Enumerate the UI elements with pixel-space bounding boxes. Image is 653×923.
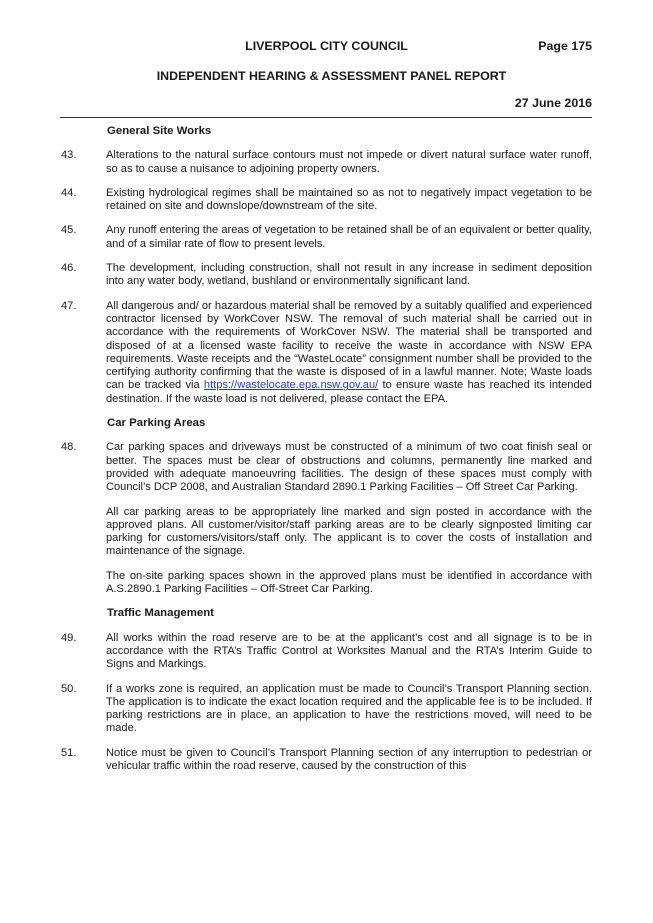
item-number: 43. xyxy=(61,149,77,162)
item-number: 50. xyxy=(61,682,77,695)
item-text: Notice must be given to Council’s Transport Planning section of any interruption to pedestrian or vehicular traffic within the road reserve, caused by the construction of this xyxy=(106,746,592,772)
item-text: Existing hydrological regimes shall be maintained so as not to negatively impact vegetation to be retained on site and downslope/downstream of the site. xyxy=(106,186,592,213)
item-text-before-link: All dangerous and/ or hazardous material shall be removed by a suitably qualified and experienced contractor licensed by WorkCover NSW. The removal of such material shall be carried out in accordance with the requirements of WorkCover NSW. The material shall be transported and disposed of at a licensed waste facility to receive the waste in accordance with NSW EPA requirements. Waste receipts and the “WasteLocate” consignment number shall be provided to the certifying authority confirming that the waste is disposed of in a lawful manner. Note; Waste loads can be tracked via xyxy=(106,299,592,392)
item-text: All works within the road reserve are to be at the applicant’s cost and all signage is to be in accordance with the RTA’s Traffic Control at Worksites Manual and the RTA’s Interim Guide to Signs and Markings. xyxy=(106,631,592,671)
item-text xyxy=(106,441,592,596)
condition-item-48 xyxy=(61,441,592,596)
item-number: 44. xyxy=(61,186,77,199)
item-number: 46. xyxy=(61,262,77,275)
condition-item-43 xyxy=(61,149,592,176)
condition-item-47 xyxy=(61,300,592,406)
item-text: Alterations to the natural surface contours must not impede or divert natural surface water runoff, so as to cause a nuisance to adjoining property owners. xyxy=(106,149,592,175)
condition-item-51 xyxy=(61,747,592,774)
section-title-traffic-management: Traffic Management xyxy=(107,607,214,620)
page-number: Page 175 xyxy=(538,39,592,53)
item-number: 45. xyxy=(61,224,77,237)
item-text: Any runoff entering the areas of vegetation to be retained shall be of an equivalent or better quality, and of a similar rate of flow to present levels. xyxy=(106,224,592,250)
item-number: 47. xyxy=(61,299,77,312)
condition-item-44 xyxy=(61,187,592,214)
header-divider xyxy=(60,117,592,118)
item-number: 51. xyxy=(61,746,77,759)
item-number: 49. xyxy=(61,631,77,644)
item-text: If a works zone is required, an application must be made to Council’s Transport Planning section. The application is to indicate the exact location required and the applicable fee is to be included. If parking restrictions are in place, an application to have the restrictions moved, will need to be made. xyxy=(106,682,592,735)
item-text-after-link: to ensure waste has reached its intended destination. If the waste load is not delivered, please contact the EPA. xyxy=(106,379,592,405)
condition-item-46 xyxy=(61,262,592,289)
section-title-car-parking-areas: Car Parking Areas xyxy=(107,417,206,430)
council-name: LIVERPOOL CITY COUNCIL xyxy=(245,39,408,53)
report-title: INDEPENDENT HEARING & ASSESSMENT PANEL REPORT xyxy=(156,69,507,83)
item-paragraph: Car parking spaces and driveways must be constructed of a minimum of two coat finish seal or better. The spaces must be clear of obstructions and columns, permanently line marked and provided with adequate manoeuvring facilities. The design of these spaces must comply with Council’s DCP 2008, and Australian Standard 2890.1 Parking Facilities – Off Street Car Parking. xyxy=(106,441,592,494)
document-body xyxy=(61,123,592,784)
item-paragraph: The on-site parking spaces shown in the approved plans must be identified in accordance with A.S.2890.1 Parking Facilities – Off-Street Car Parking. xyxy=(106,569,592,596)
item-number: 48. xyxy=(61,441,77,454)
section-title-general-site-works: General Site Works xyxy=(107,125,212,137)
condition-item-50 xyxy=(61,683,592,736)
condition-item-49 xyxy=(61,632,592,672)
item-text: The development, including construction, shall not result in any increase in sediment deposition into any water body, wetland, bushland or environmentally significant land. xyxy=(106,262,592,288)
item-paragraph: All car parking areas to be appropriately line marked and sign posted in accordance with the approved plans. All customer/visitor/staff parking areas are to be clearly signposted limiting car parking for customers/visitors/staff only. The applicant is to cover the costs of installation and maintenance of the signage. xyxy=(106,505,592,558)
item-text xyxy=(106,300,592,406)
condition-item-45 xyxy=(61,224,592,251)
wastelocate-link[interactable]: https://wastelocate.epa.nsw.gov.au/ xyxy=(203,379,379,392)
report-date: 27 June 2016 xyxy=(514,96,592,110)
